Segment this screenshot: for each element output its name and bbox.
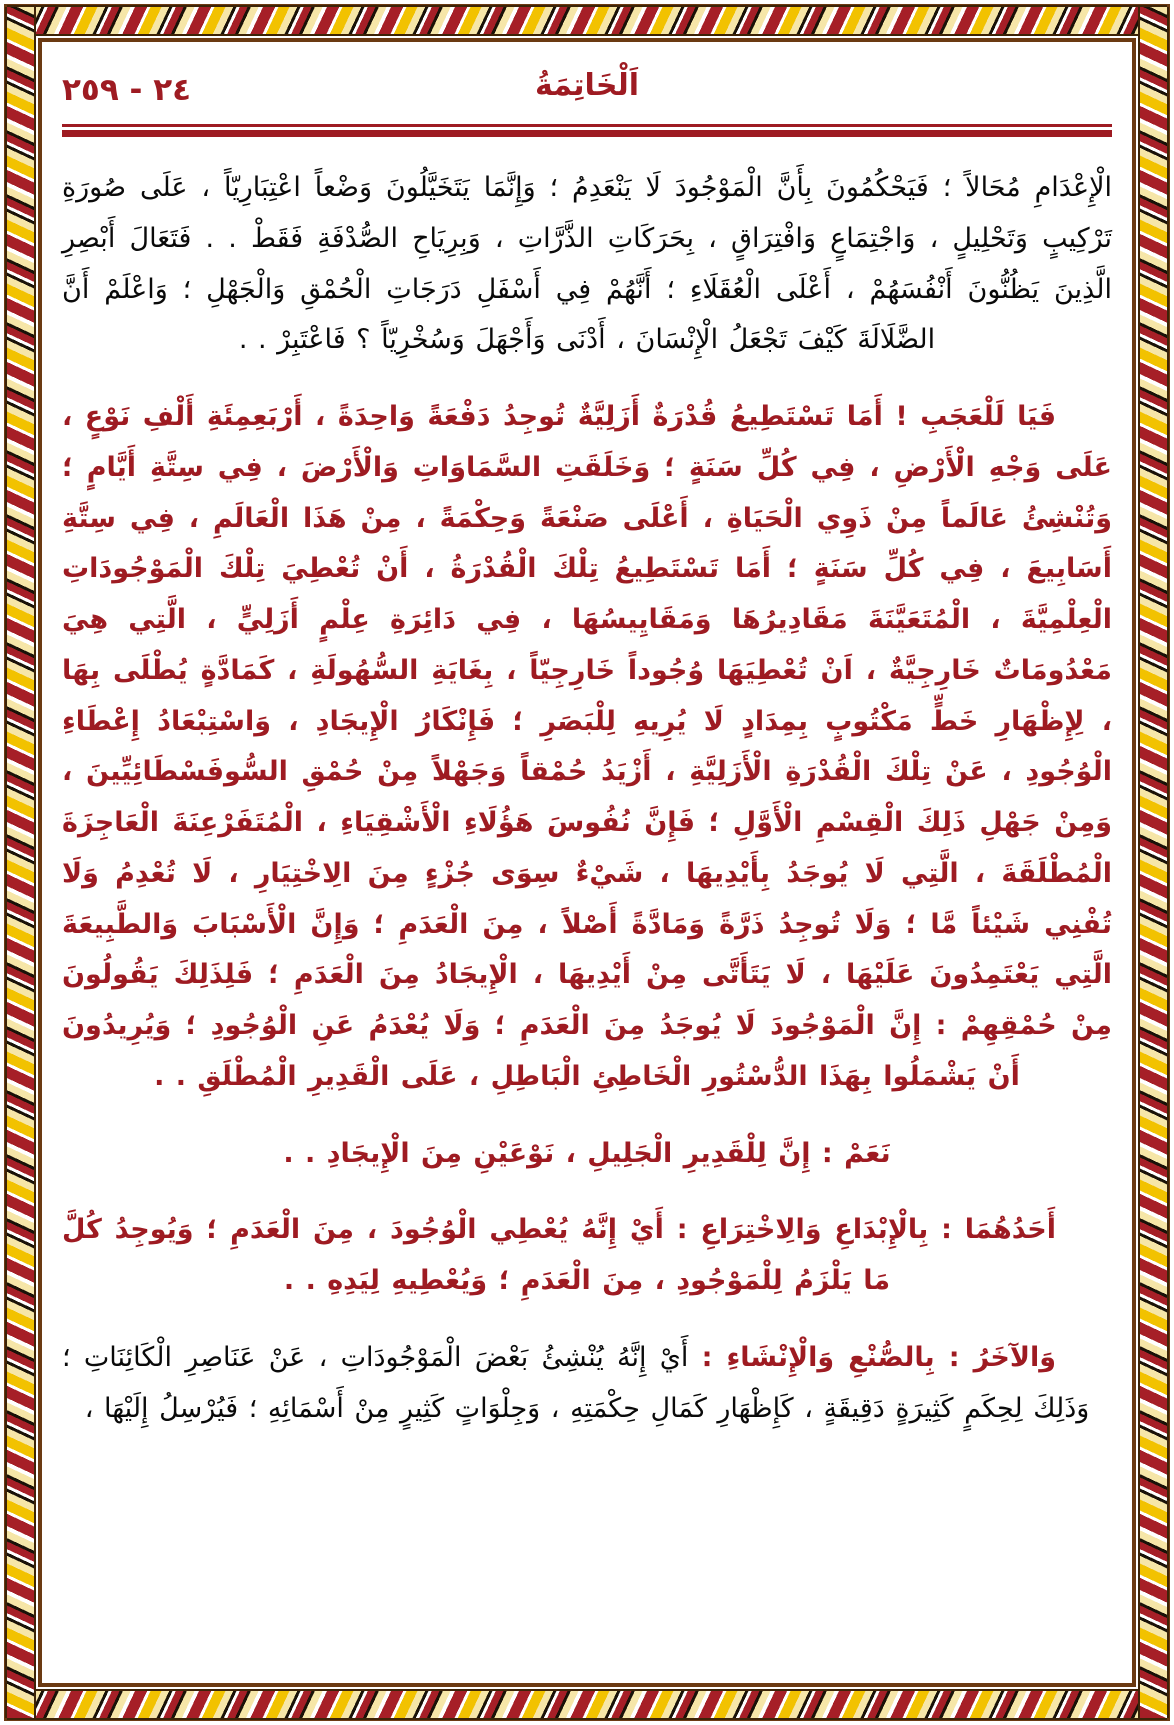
paragraph-1: الْإِعْدَامِ مُحَالاً ؛ فَيَحْكُمُونَ بِأَنَّ الْمَوْجُودَ لَا يَنْعَدِمُ ؛ وَإِنَّمَا يَتَخَيَّلُونَ وَضْعاً اعْتِبَارِيّاً ، عَلَى صُورَةِ تَرْكِيبٍ وَتَحْلِيلٍ ، وَاجْتِمَاعٍ وَافْتِرَاقٍ ، بِحَرَكَاتِ الذَّرَّاتِ ، وَبِرِيَاحِ الصُّدْفَةِ فَقَطْ . . فَتَعَالَ أَبْصِرِ الَّذِينَ يَظُنُّونَ أَنْفُسَهُمْ ، أَعْلَى الْعُقَلَاءِ ؛ أَنَّهُمْ فِي أَسْفَلِ دَرَجَاتِ الْحُمْقِ وَالْجَهْلِ ؛ وَاعْلَمْ أَنَّ الضَّلَالَةَ كَيْفَ تَجْعَلُ الْإِنْسَانَ ، أَدْنَى وَأَجْهَلَ وَسُخْرِيّاً ؟ فَاعْتَبِرْ . . bbox=[62, 172, 1112, 356]
border-rule-top-inner bbox=[7, 34, 1167, 36]
body-text bbox=[62, 163, 1112, 1434]
border-rule-right-inner bbox=[1138, 7, 1140, 1718]
paragraph-5-body: أَيْ إِنَّهُ يُنْشِئُ بَعْضَ الْمَوْجُودَاتِ ، عَنْ عَنَاصِرِ الْكَائِنَاتِ ؛ وَذَلِكَ لِحِكَمٍ كَثِيرَةٍ دَقِيقَةٍ ، كَإِظْهَارِ كَمَالِ حِكْمَتِهِ ، وَجِلْوَاتٍ كَثِيرٍ مِنْ أَسْمَائِهِ ؛ فَيُرْسِلُ إِلَيْهَا ، bbox=[62, 1341, 1090, 1424]
chapter-title: اَلْخَاتِمَةُ bbox=[534, 68, 639, 103]
border-rule-bottom-outer bbox=[7, 1718, 1167, 1720]
paragraph-4: أَحَدُهُمَا : بِالْإِبْدَاعِ وَالِاخْتِرَاعِ : أَيْ إِنَّهُ يُعْطِي الْوُجُودَ ، مِنَ الْعَدَمِ ؛ وَيُوجِدُ كُلَّ مَا يَلْزَمُ لِلْمَوْجُودِ ، مِنَ الْعَدَمِ ؛ وَيُعْطِيهِ لِيَدِهِ . . bbox=[62, 1214, 1056, 1296]
border-rule-left-inner bbox=[34, 7, 36, 1718]
page-content bbox=[62, 58, 1112, 1658]
paragraph-5 bbox=[62, 1333, 1112, 1435]
braid-ornament-right bbox=[1140, 7, 1167, 1718]
braid-ornament-left bbox=[7, 7, 34, 1718]
page-header bbox=[62, 58, 1112, 118]
braid-ornament-top bbox=[7, 7, 1167, 34]
braid-ornament-bottom bbox=[7, 1691, 1167, 1718]
paragraph-2: فَيَا لَلْعَجَبِ ! أَمَا تَسْتَطِيعُ قُدْرَةٌ أَزَلِيَّةٌ تُوجِدُ دَفْعَةً وَاحِدَةً ، أَرْبَعِمِئَةِ أَلْفِ نَوْعٍ ، عَلَى وَجْهِ الْأَرْضِ ، فِي كُلِّ سَنَةٍ ؛ وَخَلَقَتِ السَّمَاوَاتِ وَالْأَرْضَ ، فِي سِتَّةِ أَيَّامٍ ؛ وَتُنْشِئُ عَالَماً مِنْ ذَوِي الْحَيَاةِ ، أَعْلَى صَنْعَةً وَحِكْمَةً ، مِنْ هَذَا الْعَالَمِ ، فِي سِتَّةِ أَسَابِيعَ ، فِي كُلِّ سَنَةٍ ؛ أَمَا تَسْتَطِيعُ تِلْكَ الْقُدْرَةُ ، أَنْ تُعْطِيَ تِلْكَ الْمَوْجُودَاتِ الْعِلْمِيَّةَ ، الْمُتَعَيَّنَةَ مَقَادِيرُهَا وَمَقَايِيسُهَا ، فِي دَائِرَةِ عِلْمٍ أَزَلِيٍّ ، الَّتِي هِيَ مَعْدُومَاتٌ خَارِجِيَّةٌ ، اَنْ تُعْطِيَهَا وُجُوداً خَارِجِيّاً ، بِغَايَةِ السُّهُولَةِ ، كَمَادَّةٍ يُطْلَى بِهَا ، لِإِظْهَارِ خَطٍّ مَكْتُوبٍ بِمِدَادٍ لَا يُرِيهِ لِلْبَصَرِ ؛ فَإِنْكَارُ الْإِيجَادِ ، وَاسْتِبْعَادُ إِعْطَاءِ الْوُجُودِ ، عَنْ تِلْكَ الْقُدْرَةِ الْأَزَلِيَّةِ ، أَزْيَدُ حُمْقاً وَجَهْلاً مِنْ حُمْقِ السُّوفَسْطَائِيِّينَ ، وَمِنْ جَهْلِ ذَلِكَ الْقِسْمِ الْأَوَّلِ ؛ فَإِنَّ نُفُوسَ هَؤُلَاءِ الْأَشْقِيَاءِ ، الْمُتَفَرْعِنَةَ الْعَاجِزَةَ الْمُطْلَقَةَ ، الَّتِي لَا يُوجَدُ بِأَيْدِيهَا ، شَيْءٌ سِوَى جُزْءٍ مِنَ الِاخْتِيَارِ ، لَا تُعْدِمُ وَلَا تُفْنِي شَيْئاً مَّا ؛ وَلَا تُوجِدُ ذَرَّةً وَمَادَّةً أَصْلاً ، مِنَ الْعَدَمِ ؛ وَإِنَّ الْأَسْبَابَ وَالطَّبِيعَةَ الَّتِي يَعْتَمِدُونَ عَلَيْهَا ، لَا يَتَأَتَّى مِنْ أَيْدِيهَا ، الْإِيجَادُ مِنَ الْعَدَمِ ؛ فَلِذَلِكَ يَقُولُونَ مِنْ حُمْقِهِمْ : إِنَّ الْمَوْجُودَ لَا يُوجَدُ مِنَ الْعَدَمِ ؛ وَلَا يُعْدَمُ عَنِ الْوُجُودِ ؛ وَيُرِيدُونَ أَنْ يَشْمَلُوا بِهَذَا الدُّسْتُورِ الْخَاطِئِ الْبَاطِلِ ، عَلَى الْقَدِيرِ الْمُطْلَقِ . . bbox=[62, 401, 1112, 1092]
border-rule-right-outer bbox=[1167, 7, 1169, 1718]
header-rule-thick bbox=[62, 130, 1112, 137]
paragraph-3: نَعَمْ : إِنَّ لِلْقَدِيرِ الْجَلِيلِ ، نَوْعَيْنِ مِنَ الْإِيجَادِ . . bbox=[283, 1137, 891, 1169]
paragraph-5-lead: وَالآخَرُ : بِالصُّنْعِ وَالْإِنْشَاءِ : bbox=[701, 1341, 1056, 1373]
header-rule-thin bbox=[62, 124, 1112, 127]
border-rule-bottom-inner bbox=[7, 1689, 1167, 1691]
folio-number: ٢٤ - ٢٥٩ bbox=[62, 72, 192, 108]
